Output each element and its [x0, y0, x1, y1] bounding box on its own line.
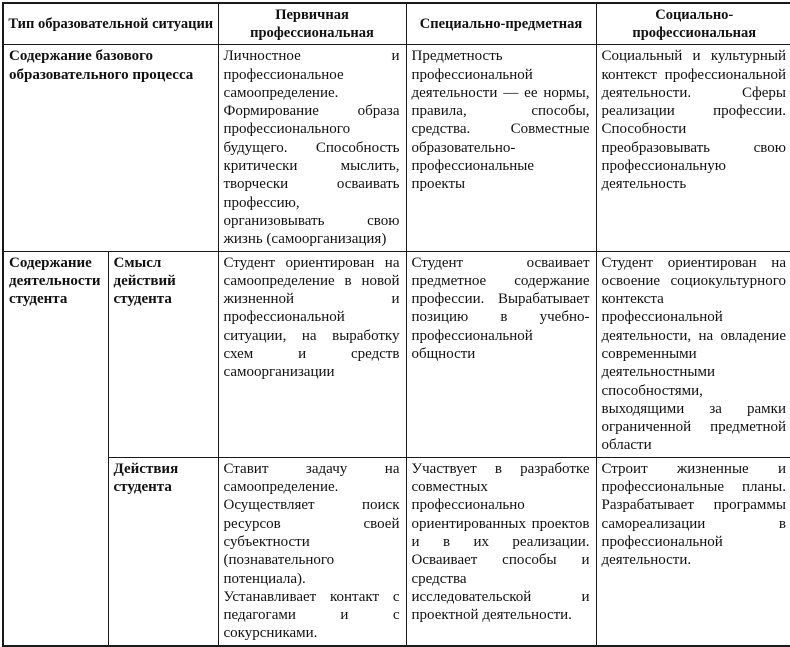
- row-label-basic-process: Содержание базового образовательного процесса: [3, 45, 218, 251]
- table-row-action-meaning: [3, 251, 790, 457]
- header-cell-social-professional: Социально-профессиональная: [596, 3, 790, 45]
- header-cell-primary-professional: Первичная профессиональная: [218, 3, 406, 45]
- table-cell-actions-primary: Ставит задачу на самоопределение. Осуществляет поиск ресурсов своей субъектности (познавательного потенциала). Устанавливает контакт с педагогами и с сокурсниками.: [218, 457, 406, 645]
- row-label-action-meaning: Смысл действий студента: [108, 251, 218, 457]
- education-situations-table: [2, 2, 790, 647]
- table-cell-meaning-social: Студент ориентирован на освоение социокультурного контекста профессиональной деятельности, на овладение современными деятельностными способностями, выходящими за рамки ограниченной предметной области: [596, 251, 790, 457]
- table-cell-meaning-subject: Студент осваивает предметное содержание профессии. Вырабатывает позицию в учебно-профессиональной общности: [406, 251, 596, 457]
- table-row-student-actions: [3, 457, 790, 645]
- row-label-student-actions: Действия студента: [108, 457, 218, 645]
- table-row-basic-process: [3, 45, 790, 251]
- row-group-label-student-activity: Содержание деятельности студента: [3, 251, 108, 646]
- header-cell-special-subject: Специально-предметная: [406, 3, 596, 45]
- header-cell-situation-type: Тип образовательной ситуации: [3, 3, 218, 45]
- header-row: [3, 3, 790, 45]
- table-cell-basic-subject: Предметность профессиональной деятельности — ее нормы, правила, способы, средства. Совместные образовательно-профессиональные проекты: [406, 45, 596, 251]
- table-cell-meaning-primary: Студент ориентирован на самоопределение в новой жизненной и профессиональной ситуации, на выработку схем и средств самоорганизации: [218, 251, 406, 457]
- table-cell-basic-primary: Личностное и профессиональное самоопределение. Формирование образа профессионального будущего. Способность критически мыслить, творчески осваивать профессию, организовывать свою жизнь (самоорганизация): [218, 45, 406, 251]
- table-cell-actions-subject: Участвует в разработке совместных профессионально ориентированных проектов и в их реализации. Осваивает способы и средства исследовательской и проектной деятельности.: [406, 457, 596, 645]
- table-cell-basic-social: Социальный и культурный контекст профессиональной деятельности. Сферы реализации профессии. Способности преобразовывать свою профессиональную деятельность: [596, 45, 790, 251]
- table-cell-actions-social: Строит жизненные и профессиональные планы. Разрабатывает программы самореализации в профессиональной деятельности.: [596, 457, 790, 645]
